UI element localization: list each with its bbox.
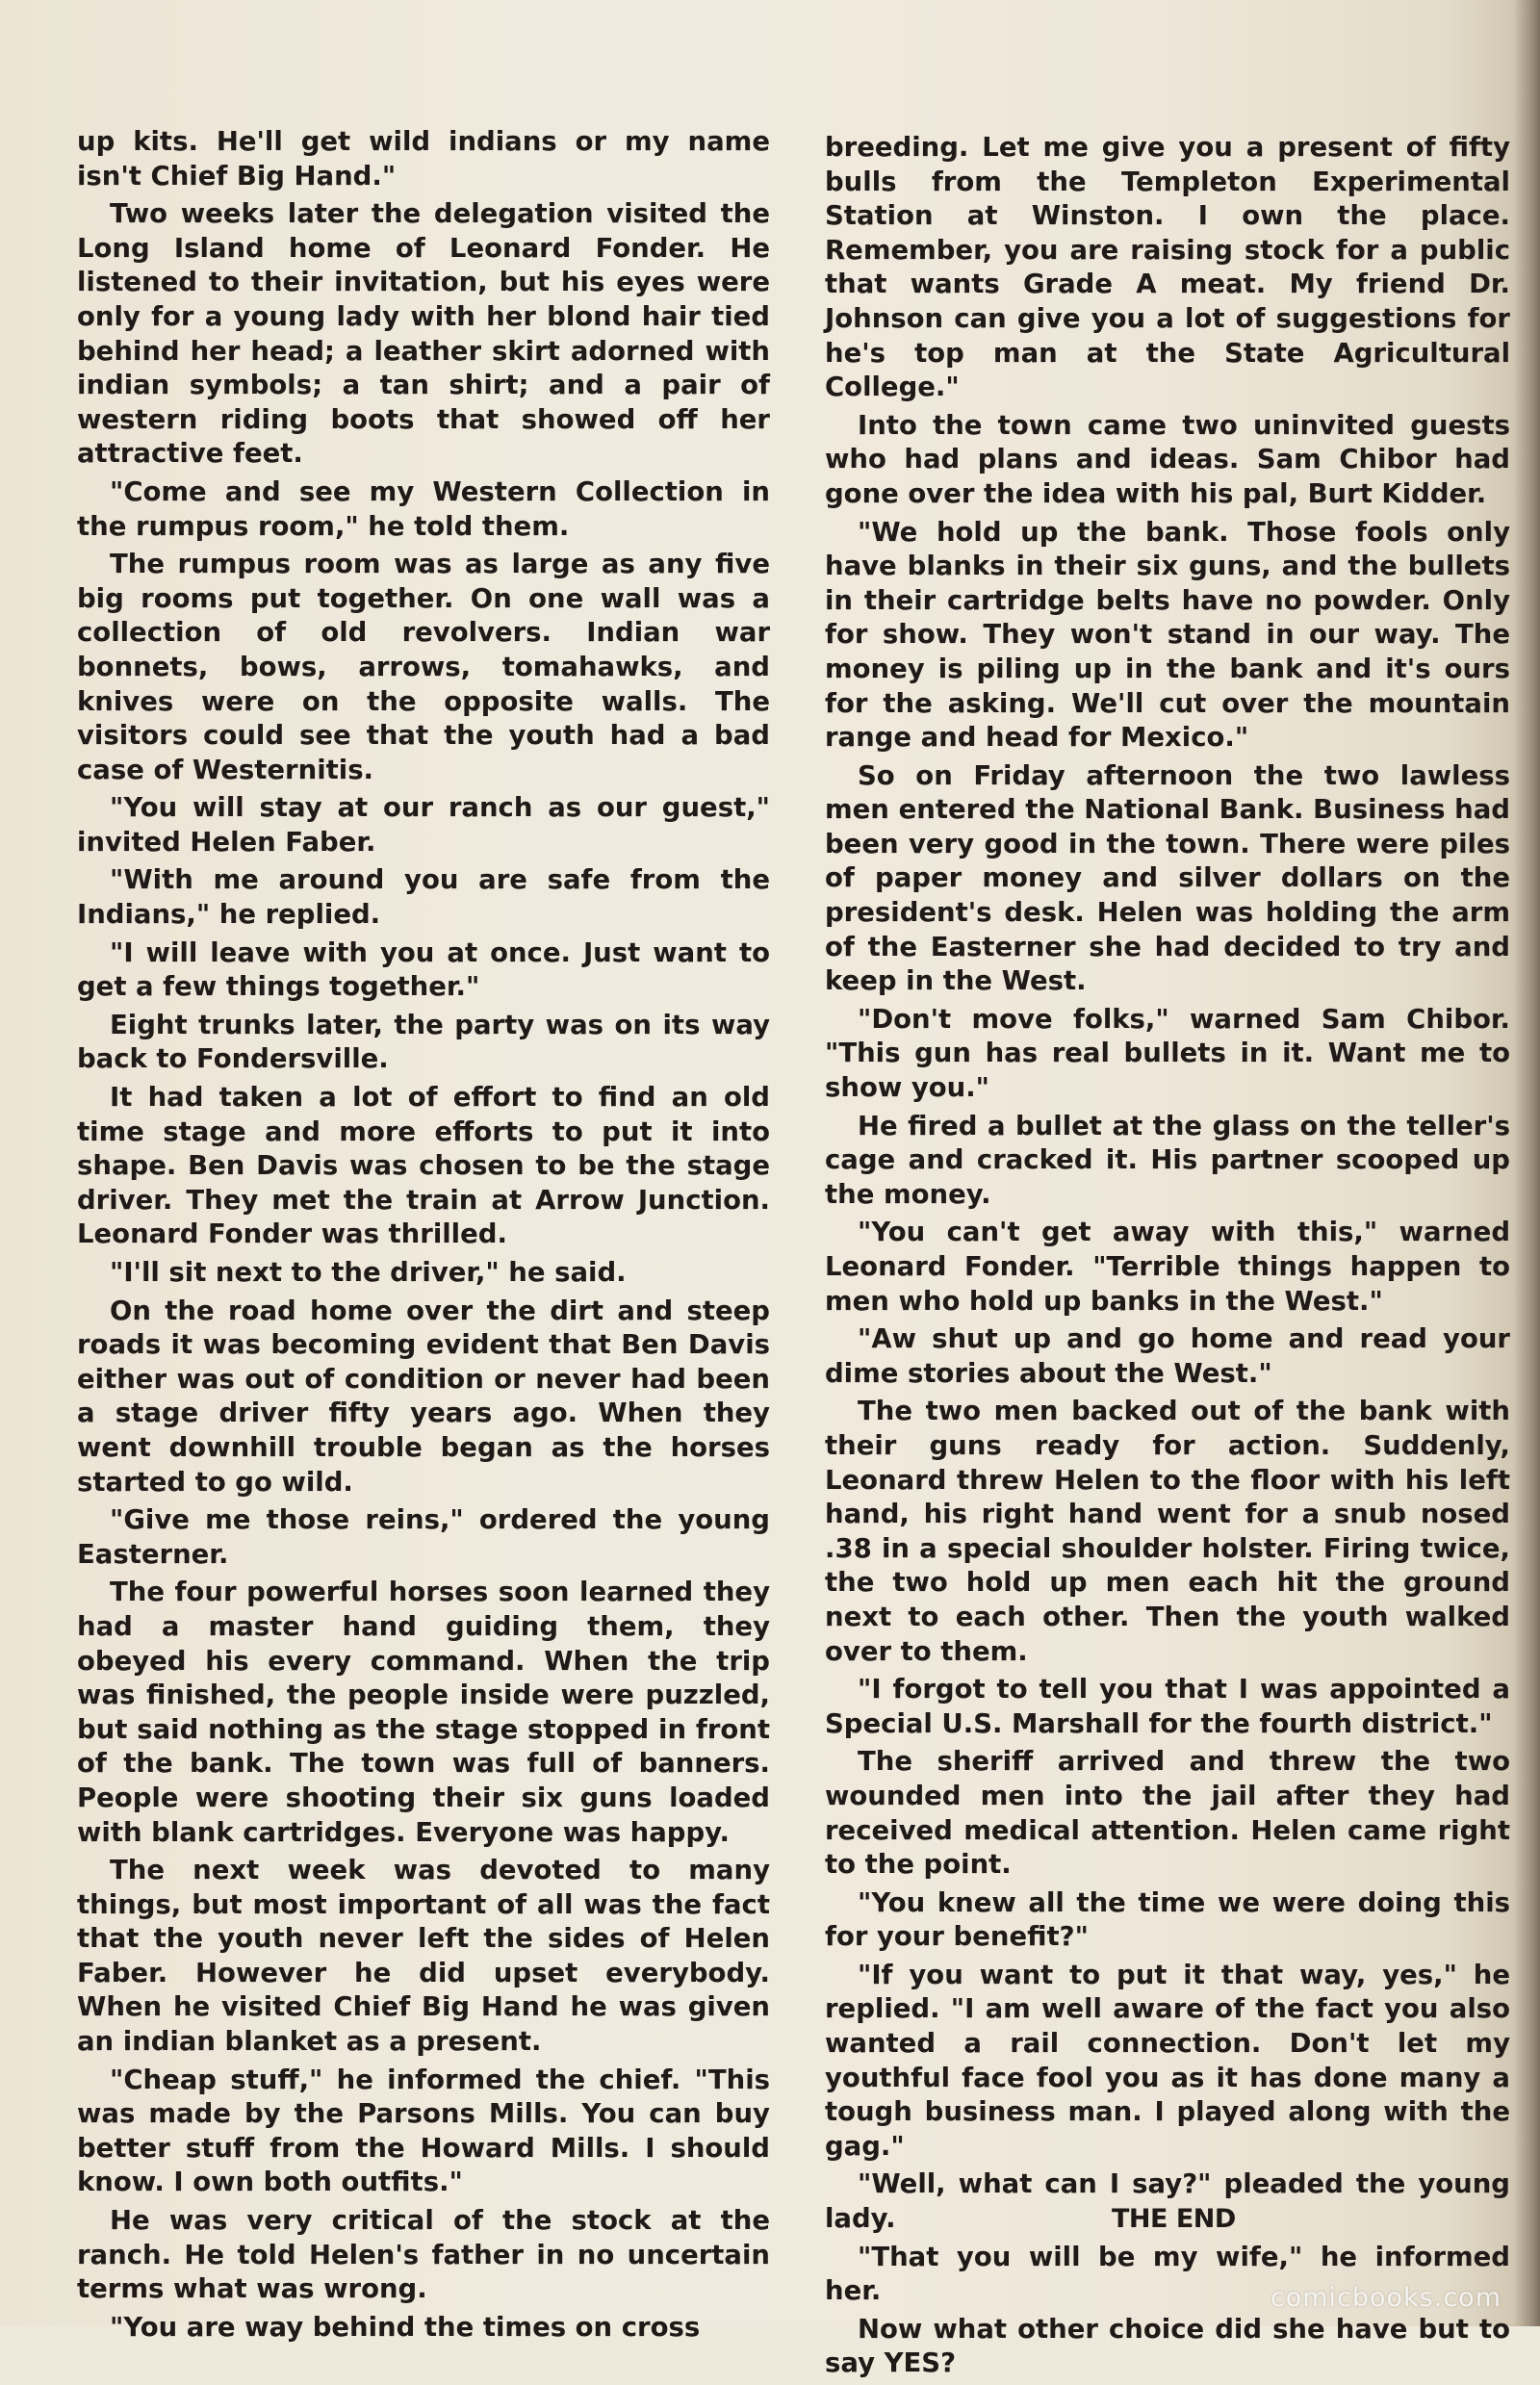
paragraph: The four powerful horses soon learned they had a master hand guiding them, they obeyed his every command. When the trip was finished, the people inside were puzzled, but said nothing as the stage stopped in front of the bank. The town was full of banners. People were shooting their six guns loaded with blank cartridges. Everyone was happy. <box>77 1577 770 1848</box>
paragraph: "Give me those reins," ordered the young Easterner. <box>77 1504 770 1570</box>
paragraph: "Aw shut up and go home and read your dime stories about the West." <box>825 1323 1510 1389</box>
paragraph: Into the town came two uninvited guests who had plans and ideas. Sam Chibor had gone over the idea with his pal, Burt Kidder. <box>825 409 1510 509</box>
the-end-label: THE END <box>1112 2204 1236 2234</box>
paragraph: Now what other choice did she have but to say YES? <box>825 2313 1510 2379</box>
page-spine-shadow <box>1513 0 1540 2326</box>
paragraph: "You can't get away with this," warned Leonard Fonder. "Terrible things happen to men who hold up banks in the West." <box>825 1217 1510 1317</box>
paragraph: Two weeks later the delegation visited the Long Island home of Leonard Fonder. He listened to their invitation, but his eyes were only for a young lady with her blond hair tied behind her head; a leather skirt adorned with indian symbols; a tan shirt; and a pair of western riding boots that showed off her attractive feet. <box>77 198 770 470</box>
paragraph: The two men backed out of the bank with their guns ready for action. Suddenly, Leonard threw Helen to the floor with his left hand, his right hand went for a snub nosed .38 in a special shoulder holster. Firing twice, the two hold up men each hit the ground next to each other. Then the youth walked over to them. <box>825 1396 1510 1667</box>
paragraph: "I'll sit next to the driver," he said. <box>110 1257 627 1288</box>
paragraph: The sheriff arrived and threw the two wounded men into the jail after they had received medical attention. Helen came right to the point. <box>825 1746 1510 1881</box>
paragraph: He was very critical of the stock at the ranch. He told Helen's father in no uncertain terms what was wrong. <box>77 2205 770 2305</box>
paragraph: "Come and see my Western Collection in the rumpus room," he told them. <box>77 475 770 542</box>
paragraph: "If you want to put it that way, yes," he replied. "I am well aware of the fact you also wanted a rail connection. Don't let my youthful face fool you as it has done many a tough business man. I played along with the gag." <box>825 1959 1510 2162</box>
paragraph: The rumpus room was as large as any five big rooms put together. On one wall was a collection of old revolvers. Indian war bonnets, bows, arrows, tomahawks, and knives were on the opposite walls. The visitors could see that the youth had a bad case of Westernitis. <box>77 549 770 785</box>
paragraph: "You knew all the time we were doing this for your benefit?" <box>825 1886 1510 1953</box>
paragraph: up kits. He'll get wild indians or my name isn't Chief Big Hand." <box>77 126 770 192</box>
paragraph: "That you will be my wife," he informed her. <box>825 2241 1510 2307</box>
paragraph: "Don't move folks," warned Sam Chibor. "This gun has real bullets in it. Want me to show you." <box>825 1003 1510 1104</box>
paragraph: "We hold up the bank. Those fools only have blanks in their six guns, and the bullets in their cartridge belts have no powder. Only for show. They won't stand in our way. The money is piling up in the bank and it's ours for the asking. We'll cut over the mountain range and head for Mexico." <box>825 516 1510 754</box>
paragraph: "I forgot to tell you that I was appointed a Special U.S. Marshall for the fourth district." <box>825 1674 1510 1739</box>
right-text-column <box>825 131 1510 2385</box>
paragraph: He fired a bullet at the glass on the teller's cage and cracked it. His partner scooped up the money. <box>825 1110 1510 1210</box>
paragraph: breeding. Let me give you a present of fifty bulls from the Templeton Experimental Station at Winston. I own the place. Remember, you are raising stock for a public that wants Grade A meat. My friend Dr. Johnson can give you a lot of suggestions for he's top man at the State Agricultural College." <box>825 132 1510 403</box>
paragraph: Eight trunks later, the party was on its way back to Fondersville. <box>77 1009 770 1075</box>
paragraph: The next week was devoted to many things, but most important of all was the fact that the youth never left the sides of Helen Faber. However he did upset everybody. When he visited Chief Big Hand he was given an indian blanket as a present. <box>77 1855 770 2058</box>
paragraph: "Cheap stuff," he informed the chief. "This was made by the Parsons Mills. You can buy better stuff from the Howard Mills. I should know. I own both outfits." <box>77 2064 770 2198</box>
paragraph: "With me around you are safe from the Indians," he replied. <box>77 864 770 931</box>
paragraph: "I will leave with you at once. Just want to get a few things together." <box>77 936 770 1003</box>
left-text-column <box>77 125 770 2348</box>
paragraph: It had taken a lot of effort to find an old time stage and more efforts to put it into shape. Ben Davis was chosen to be the stage driver. They met the train at Arrow Junction. Leonard Fonder was thrilled. <box>77 1082 770 1250</box>
paragraph: So on Friday afternoon the two lawless men entered the National Bank. Business had been very good in the town. There were piles of paper money and silver dollars on the president's desk. Helen was holding the arm of the Easterner she had decided to try and keep in the West. <box>825 759 1510 997</box>
watermark: comicbooks.com <box>1270 2283 1502 2313</box>
paragraph: "Well, what can I say?" pleaded the young lady. <box>825 2168 1510 2235</box>
paragraph: On the road home over the dirt and steep roads it was becoming evident that Ben Davis either was out of condition or never had been a stage driver fifty years ago. When they went downhill trouble began as the horses started to go wild. <box>77 1295 770 1498</box>
paragraph: "You are way behind the times on cross <box>110 2311 701 2343</box>
paragraph: "You will stay at our ranch as our guest," invited Helen Faber. <box>77 792 770 858</box>
